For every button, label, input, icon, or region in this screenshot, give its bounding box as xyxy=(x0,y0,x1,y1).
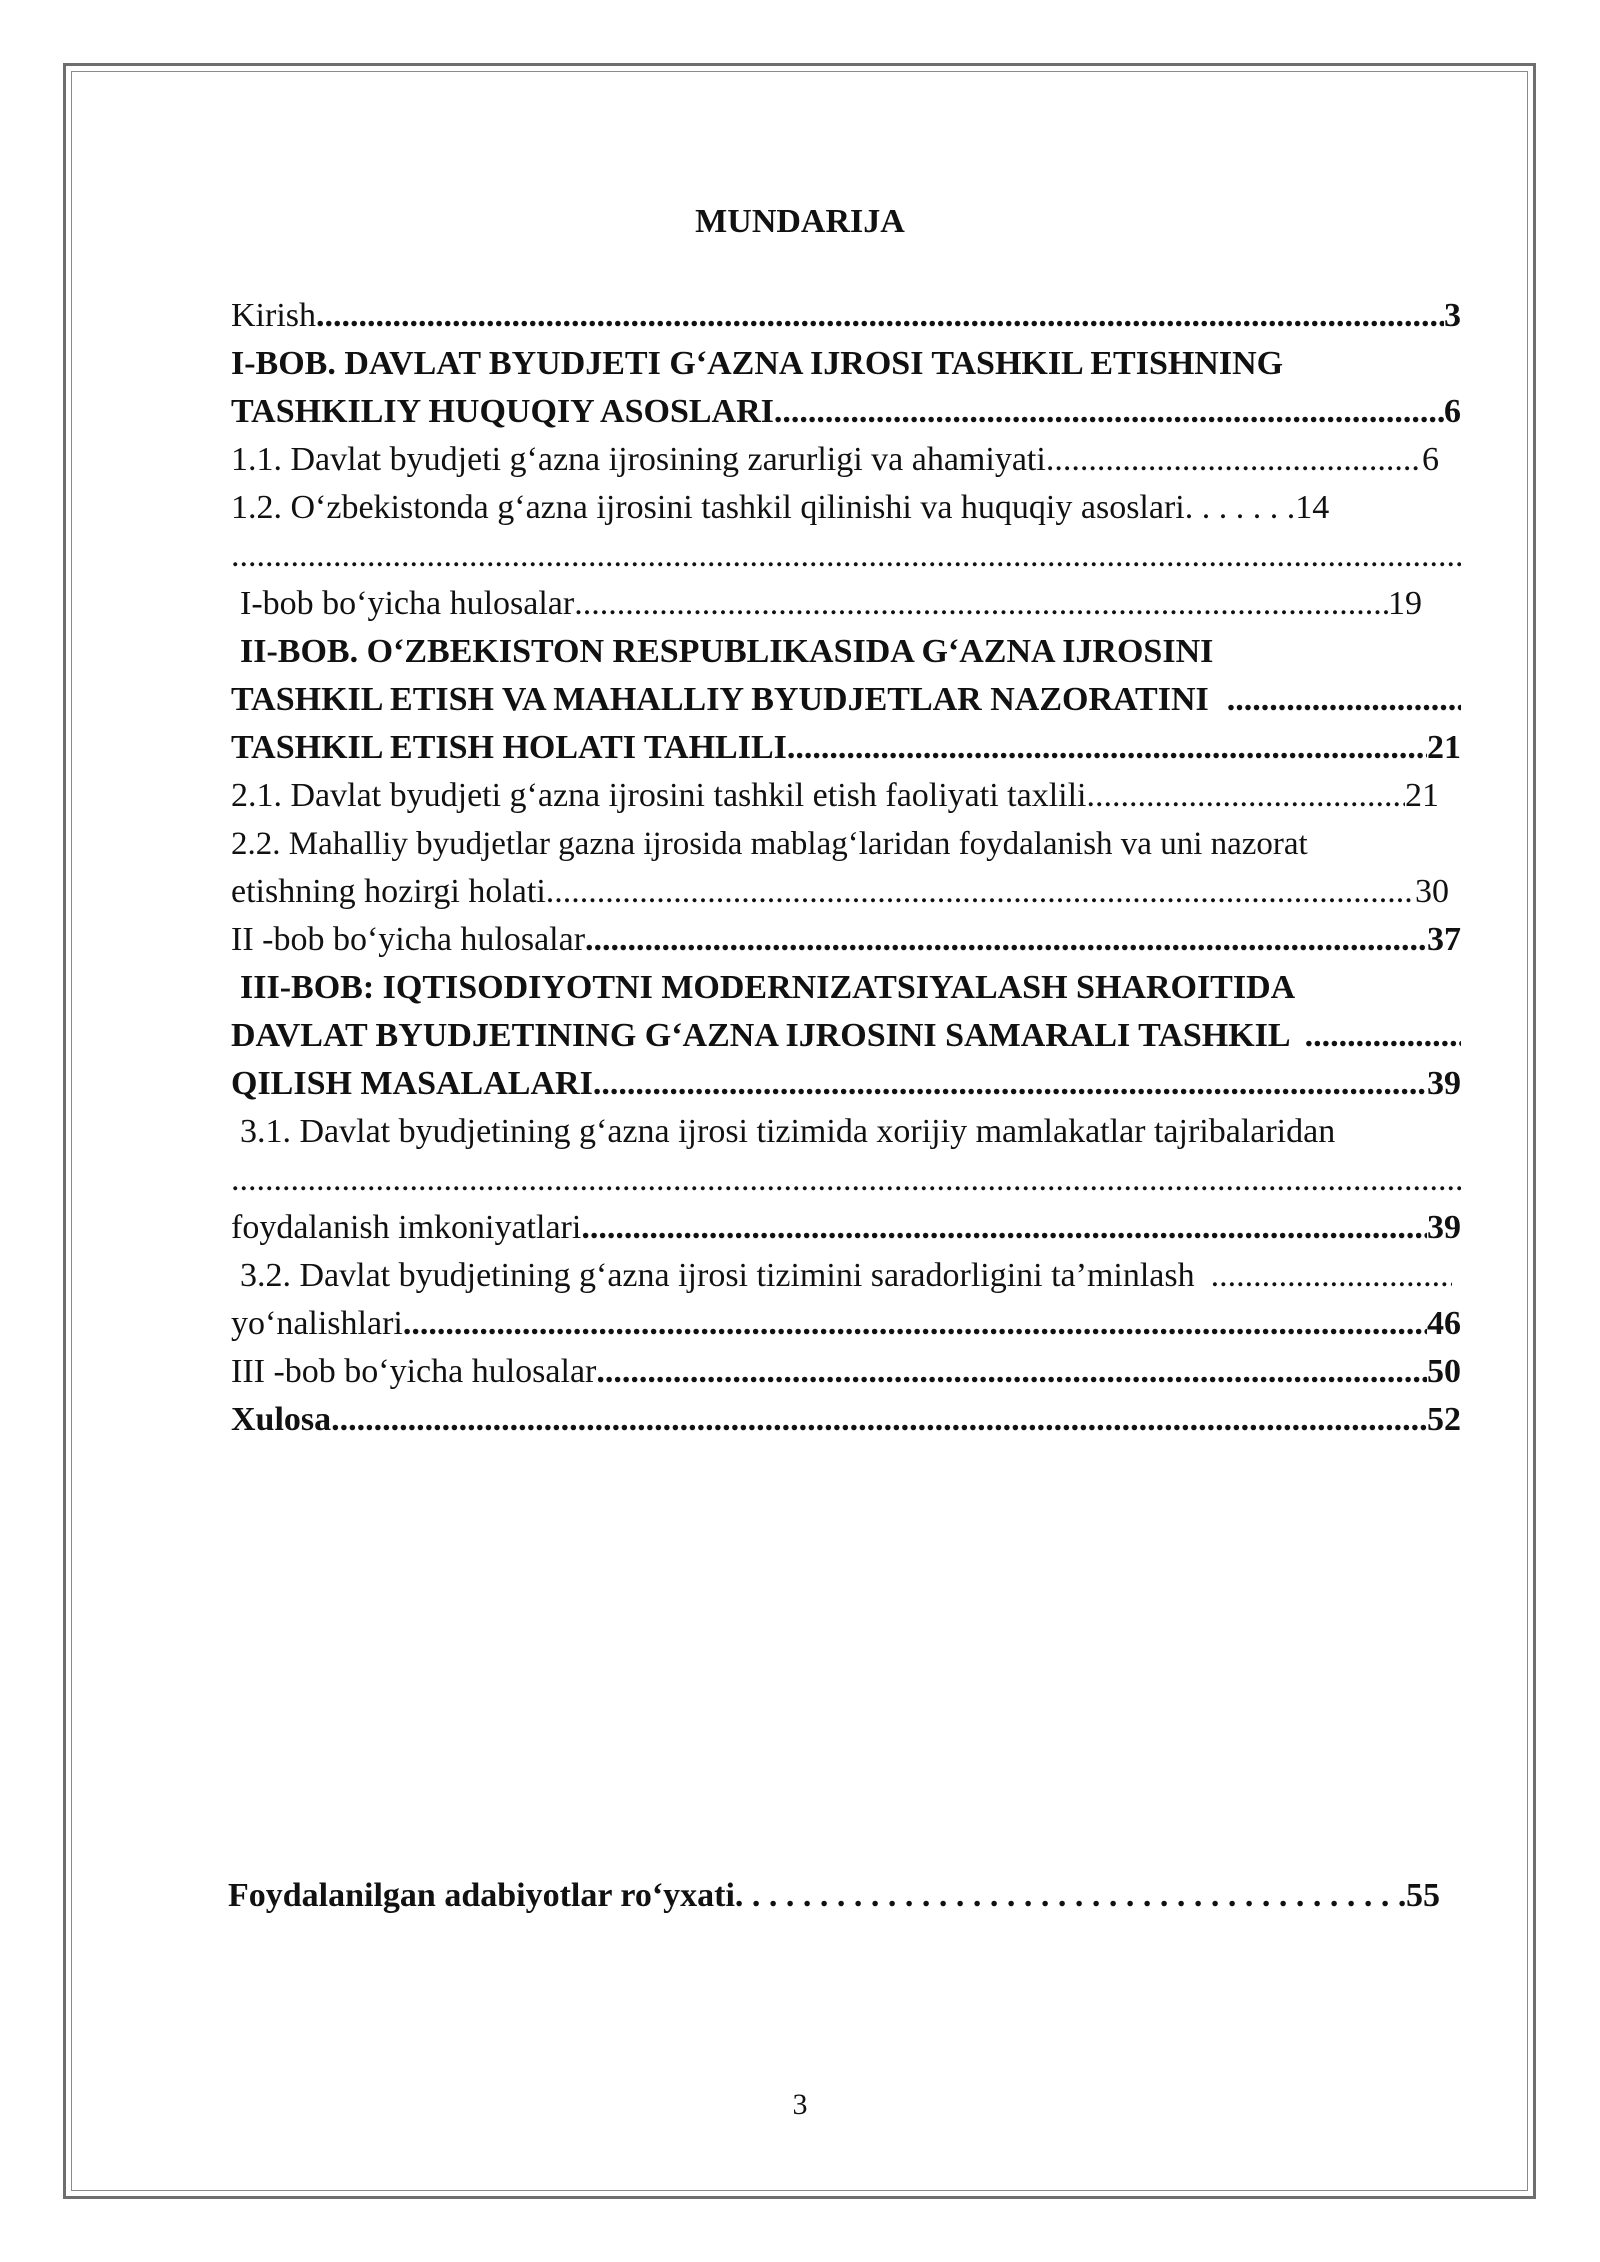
toc-leader-dots xyxy=(585,916,1427,964)
toc-chapter-2-title-cont[interactable] xyxy=(231,676,1461,724)
toc-leader-dots xyxy=(546,868,1415,916)
toc-section-3-1-cont[interactable] xyxy=(231,1204,1461,1252)
toc-entry-label: 1.1. Davlat byudjeti g‘azna ijrosining zarurligi va ahamiyati xyxy=(231,441,1046,478)
toc-entry-xulosa[interactable] xyxy=(231,1396,1461,1444)
toc-page-number: 21 xyxy=(1405,777,1439,814)
toc-page-number: 6 xyxy=(1422,441,1439,478)
toc-entry-label: II -bob bo‘yicha hulosalar xyxy=(231,921,586,958)
toc-section-2-1[interactable] xyxy=(231,772,1439,820)
toc-entry-label: 2.1. Davlat byudjeti g‘azna ijrosini tashkil etish faoliyati taxlili xyxy=(231,777,1087,814)
toc-leader-dots xyxy=(581,1204,1427,1252)
toc-entry-label: DAVLAT BYUDJETINING G‘AZNA IJROSINI SAMARALI TASHKIL xyxy=(231,1017,1291,1054)
toc-leader-dots xyxy=(403,1300,1427,1348)
toc-entry-label: foydalanish imkoniyatlari xyxy=(231,1209,582,1246)
toc-entry-label: yo‘nalishlari xyxy=(231,1305,403,1342)
toc-entry-label: etishning hozirgi holati xyxy=(231,873,546,910)
toc-section-3-2[interactable] xyxy=(231,1252,1452,1300)
toc-page-number: 19 xyxy=(1388,585,1422,622)
toc-chapter-1-summary[interactable] xyxy=(231,580,1422,628)
toc-leader-dots xyxy=(574,580,1388,628)
toc-leader-dots xyxy=(1086,772,1405,820)
toc-entry-kirish[interactable] xyxy=(231,292,1461,340)
toc-entry-label: TASHKIL ETISH HOLATI TAHLILI xyxy=(231,729,787,766)
toc-entry-label: I-bob bo‘yicha hulosalar xyxy=(240,585,575,622)
toc-page-number: 39 xyxy=(1427,1209,1461,1246)
toc-page-number: 37 xyxy=(1427,921,1461,958)
toc-section-2-2-cont[interactable] xyxy=(231,868,1449,916)
toc-chapter-3-title-cont[interactable] xyxy=(231,1012,1461,1060)
page-title: MUNDARIJA xyxy=(695,203,905,240)
toc-page-number: 52 xyxy=(1427,1401,1461,1438)
toc-page-number: 3 xyxy=(1444,297,1461,334)
toc-section-1-1[interactable] xyxy=(231,436,1439,484)
toc-chapter-1-title[interactable]: I-BOB. DAVLAT BYUDJETI G‘AZNA IJROSI TASHKIL ETISHNING xyxy=(231,345,1284,382)
toc-leader-dots xyxy=(1305,1012,1461,1060)
toc-leader-dots xyxy=(316,292,1444,340)
toc-entry-label: TASHKIL ETISH VA MAHALLIY BYUDJETLAR NAZORATINI xyxy=(231,681,1209,718)
toc-entry-label: QILISH MASALALARI xyxy=(231,1065,593,1102)
toc-chapter-2-title[interactable]: II-BOB. O‘ZBEKISTON RESPUBLIKASIDA G‘AZNA IJROSINI xyxy=(240,633,1214,670)
toc-leader-dots xyxy=(787,724,1427,772)
toc-leader-dots xyxy=(593,1060,1427,1108)
toc-entry-references[interactable] xyxy=(228,1872,1440,1920)
toc-page-number: 39 xyxy=(1427,1065,1461,1102)
toc-chapter-3-summary[interactable] xyxy=(231,1348,1461,1396)
toc-entry-label: TASHKILIY HUQUQIY ASOSLARI xyxy=(231,393,774,430)
toc-chapter-3-title-end[interactable] xyxy=(231,1060,1461,1108)
toc-leader-dots xyxy=(331,1396,1427,1444)
toc-section-2-2[interactable]: 2.2. Mahalliy byudjetlar gazna ijrosida mablag‘laridan foydalanish va uni nazorat xyxy=(231,826,1308,862)
toc-leader-dots xyxy=(1227,676,1461,724)
toc-page-number: 21 xyxy=(1427,729,1461,766)
toc-page-number: 30 xyxy=(1415,873,1449,910)
toc-page-number: 46 xyxy=(1427,1305,1461,1342)
toc-chapter-3-title[interactable]: III-BOB: IQTISODIYOTNI MODERNIZATSIYALASH SHAROITIDA xyxy=(240,969,1296,1006)
toc-section-1-2[interactable]: 1.2. O‘zbekistonda g‘azna ijrosini tashkil qilinishi va huquqiy asoslari. . . . . . .14 xyxy=(231,489,1330,526)
toc-chapter-2-title-end[interactable] xyxy=(231,724,1461,772)
toc-section-3-2-cont[interactable] xyxy=(231,1300,1461,1348)
toc-leader-dots xyxy=(596,1348,1427,1396)
toc-entry-label: Foydalanilgan adabiyotlar ro‘yxati xyxy=(228,1877,735,1914)
toc-leader-dots-line xyxy=(231,1156,1461,1204)
toc-chapter-1-title-cont[interactable] xyxy=(231,388,1461,436)
toc-entry-label: 3.2. Davlat byudjetining g‘azna ijrosi tizimini saradorligini ta’minlash xyxy=(240,1257,1195,1294)
toc-page-number: 50 xyxy=(1427,1353,1461,1390)
toc-entry-label: Xulosa xyxy=(231,1401,332,1438)
toc-leader-dots-line xyxy=(231,532,1461,580)
page-number: 3 xyxy=(792,2088,808,2121)
table-of-contents xyxy=(231,292,1461,1444)
toc-entry-label: III -bob bo‘yicha hulosalar xyxy=(231,1353,597,1390)
toc-entry-label: Kirish xyxy=(231,297,316,334)
toc-page-number: 55 xyxy=(1406,1877,1440,1914)
toc-leader-dots xyxy=(1211,1252,1452,1300)
toc-chapter-2-summary[interactable] xyxy=(231,916,1461,964)
toc-leader-dots xyxy=(774,388,1444,436)
toc-leader-dots xyxy=(735,1872,1406,1920)
toc-page-number: 6 xyxy=(1444,393,1461,430)
toc-section-3-1[interactable]: 3.1. Davlat byudjetining g‘azna ijrosi tizimida xorijiy mamlakatlar tajribalaridan xyxy=(240,1113,1336,1150)
toc-leader-dots xyxy=(1046,436,1422,484)
